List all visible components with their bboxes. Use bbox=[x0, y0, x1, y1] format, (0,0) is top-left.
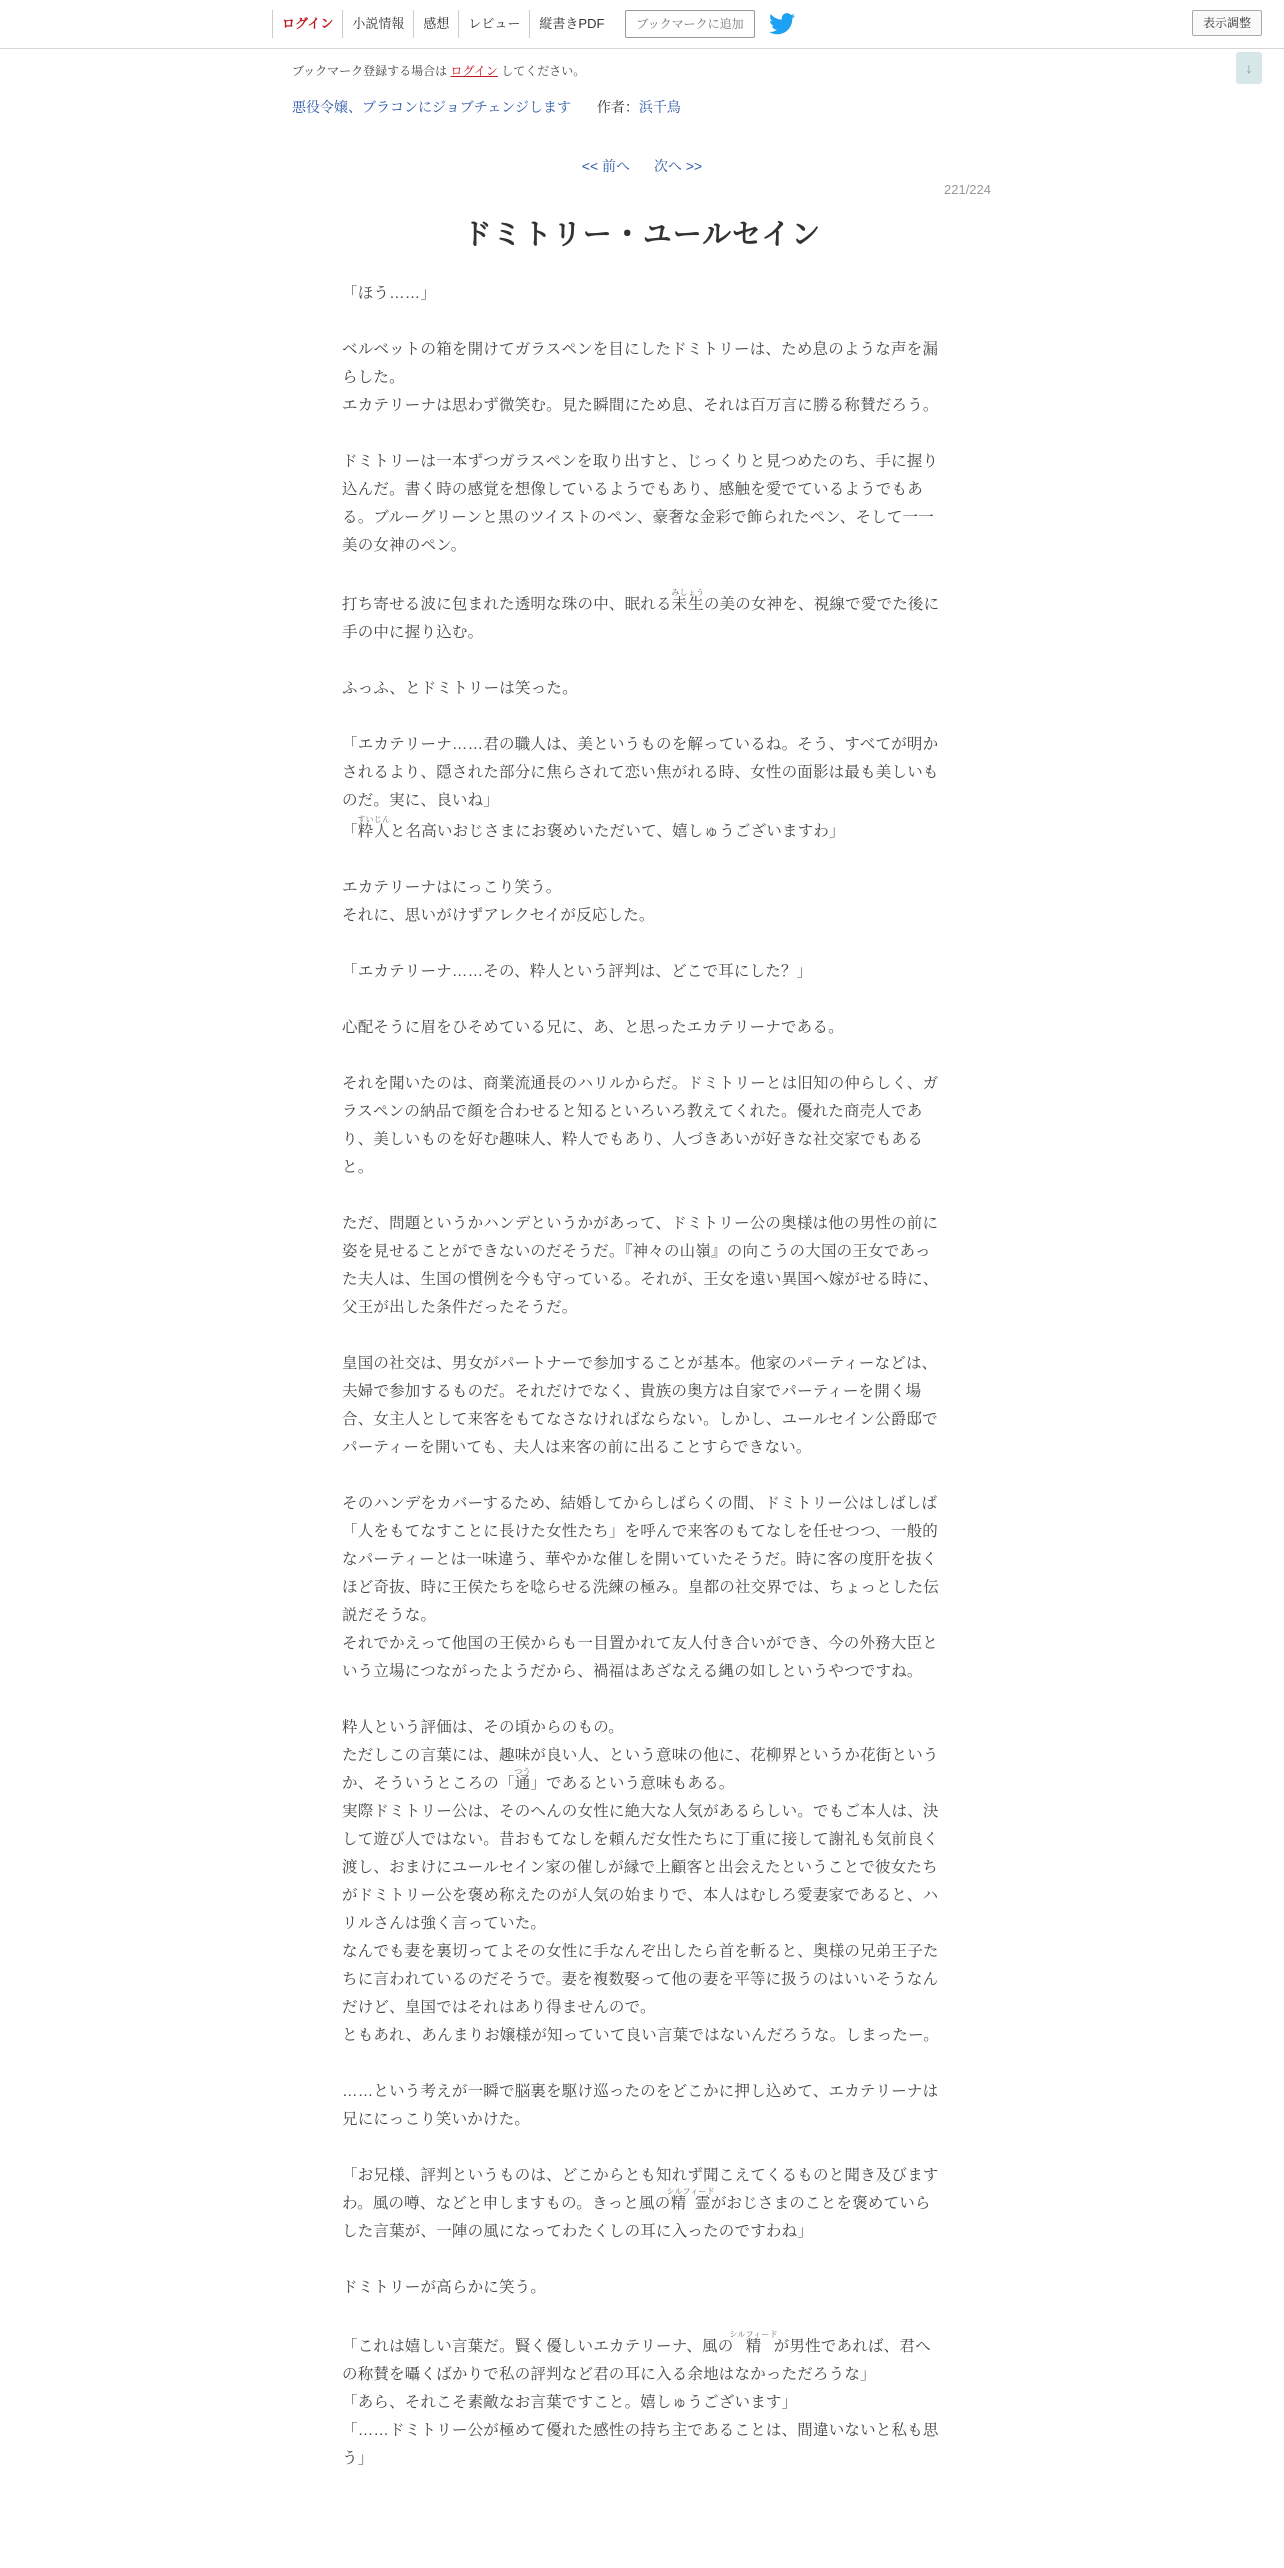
body-paragraph: ドミトリーは一本ずつガラスペンを取り出すと、じっくりと見つめたのち、手に握り込んだ。書く時の感覚を想像しているようでもあり、感触を愛でているようでもある。ブルーグリーンと黒のツイストのペン、豪奢な金彩で飾られたペン、そして一一美の女神のペン。 bbox=[342, 453, 939, 554]
chapter-pager bbox=[0, 156, 1284, 176]
bookmark-login-link[interactable]: ログイン bbox=[450, 64, 498, 78]
blank-line bbox=[342, 930, 940, 958]
blank-line bbox=[342, 2302, 940, 2330]
ruby-annotation: 精シルフィード bbox=[729, 2330, 778, 2355]
body-paragraph: 「エカテリーナ……その、粋人という評判は、どこで耳にした？」 bbox=[342, 963, 813, 980]
next-chapter-link[interactable]: 次へ >> bbox=[653, 158, 703, 174]
body-paragraph: エカテリーナはにっこり笑う。 bbox=[342, 879, 562, 896]
author-label: 作者： bbox=[596, 99, 639, 115]
novel-info bbox=[292, 97, 681, 117]
blank-line bbox=[342, 308, 940, 336]
add-bookmark-button[interactable]: ブックマークに追加 bbox=[625, 10, 754, 38]
body-paragraph: なんでも妻を裏切ってよその女性に手なんぞ出したら首を斬ると、奥様の兄弟王子たちに言われているのだそうで。妻を複数娶って他の妻を平等に扱うのはいいそうなんだけど、皇国ではそれはあり得ませんので。 bbox=[342, 1943, 939, 2016]
body-paragraph: ふっふ、とドミトリーは笑った。 bbox=[342, 680, 578, 697]
blank-line bbox=[342, 1462, 940, 1490]
body-paragraph: それに、思いがけずアレクセイが反応した。 bbox=[342, 907, 655, 924]
blank-line bbox=[342, 2246, 940, 2274]
body-paragraph: 「お兄様、評判というものは、どこからとも知れず聞こえてくるものと聞き及びますわ。風の噂、などと申しますもの。きっと風の精霊シルフィードがおじさまのことを褒めていらした言葉が、一陣の風になってわたくしの耳に入ったのですわね」 bbox=[342, 2167, 939, 2240]
twitter-icon[interactable] bbox=[769, 13, 795, 35]
review-link[interactable]: レビュー bbox=[458, 10, 529, 38]
novel-info-link[interactable]: 小説情報 bbox=[342, 10, 413, 38]
ruby-annotation: 精霊シルフィード bbox=[666, 2187, 715, 2212]
vertical-pdf-link[interactable]: 縦書きPDF bbox=[529, 10, 613, 38]
body-paragraph: それを聞いたのは、商業流通長のハリルからだ。ドミトリーとは旧知の仲らしく、ガラスペンの納品で顔を合わせると知るといろいろ教えてくれた。優れた商売人であり、美しいものを好む趣味人、粋人でもあり、人づきあいが好きな社交家でもあると。 bbox=[342, 1075, 939, 1176]
body-paragraph: 「……ドミトリー公が極めて優れた感性の持ち主であることは、間違いないと私も思う」 bbox=[342, 2422, 939, 2467]
body-paragraph: ドミトリーが高らかに笑う。 bbox=[342, 2279, 547, 2296]
body-paragraph: ただしこの言葉には、趣味が良い人、という意味の他に、花柳界というか花街というか、そういうところの「通つう」であるという意味もある。 bbox=[342, 1747, 939, 1792]
body-paragraph: 心配そうに眉をひそめている兄に、あ、と思ったエカテリーナである。 bbox=[342, 1019, 844, 1036]
chapter-title: ドミトリー・ユールセイン bbox=[462, 219, 822, 251]
bookmark-notice-before: ブックマーク登録する場合は bbox=[292, 64, 448, 78]
body-paragraph: 皇国の社交は、男女がパートナーで参加することが基本。他家のパーティーなどは、夫婦で参加するものだ。それだけでなく、貴族の奥方は自家でパーティーを開く場合、女主人として来客をもてなさなければならない。しかし、ユールセイン公爵邸でパーティーを開いても、夫人は来客の前に出ることすらできない。 bbox=[342, 1355, 938, 1456]
body-paragraph: 「粋人すいじんと名高いおじさまにお褒めいただいて、嬉しゅうございますわ」 bbox=[342, 815, 845, 840]
body-paragraph: 打ち寄せる波に包まれた透明な珠の中、眠れる未生みしょうの美の女神を、視線で愛でた後に手の中に握り込む。 bbox=[342, 588, 940, 641]
chapter-body bbox=[342, 280, 940, 2473]
blank-line bbox=[342, 2050, 940, 2078]
blank-line bbox=[342, 1686, 940, 1714]
blank-line bbox=[342, 986, 940, 1014]
blank-line bbox=[342, 647, 940, 675]
author-link[interactable]: 浜千鳥 bbox=[638, 99, 681, 115]
body-paragraph: 「これは嬉しい言葉だ。賢く優しいエカテリーナ、風の精シルフィードが男性であれば、君への称賛を囁くばかりで私の評判など君の耳に入る余地はなかっただろうな」 bbox=[342, 2330, 931, 2383]
blank-line bbox=[342, 2134, 940, 2162]
ruby-annotation: 通つう bbox=[514, 1767, 531, 1792]
prev-chapter-link[interactable]: << 前へ bbox=[581, 158, 631, 174]
blank-line bbox=[342, 420, 940, 448]
bookmark-notice-after: してください。 bbox=[501, 64, 586, 78]
top-navigation-bar bbox=[0, 0, 1284, 49]
body-paragraph: 「エカテリーナ……君の職人は、美というものを解っているね。そう、すべてが明かされるより、隠された部分に焦らされて恋い焦がれる時、女性の面影は最も美しいものだ。実に、良いね」 bbox=[342, 736, 939, 809]
body-paragraph: ベルベットの箱を開けてガラスペンを目にしたドミトリーは、ため息のような声を漏らした。 bbox=[342, 341, 939, 386]
body-paragraph: ともあれ、あんまりお嬢様が知っていて良い言葉ではないんだろうな。しまったー。 bbox=[342, 2027, 939, 2044]
ruby-annotation: 粋人すいじん bbox=[357, 815, 391, 840]
bookmark-notice bbox=[292, 62, 585, 79]
body-paragraph: エカテリーナは思わず微笑む。見た瞬間にため息、それは百万言に勝る称賛だろう。 bbox=[342, 397, 939, 414]
blank-line bbox=[342, 1322, 940, 1350]
header-nav bbox=[272, 0, 795, 48]
login-link[interactable]: ログイン bbox=[272, 10, 342, 38]
body-paragraph: 「あら、それこそ素敵なお言葉ですこと。嬉しゅうございます」 bbox=[342, 2394, 798, 2411]
ruby-annotation: 未生みしょう bbox=[671, 588, 705, 613]
blank-line bbox=[342, 1182, 940, 1210]
blank-line bbox=[342, 1042, 940, 1070]
page-counter: 221/224 bbox=[944, 182, 991, 197]
body-paragraph: それでかえって他国の王侯からも一目置かれて友人付き合いができ、今の外務大臣という立場につながったようだから、禍福はあざなえる縄の如しというやつですね。 bbox=[342, 1635, 938, 1680]
body-paragraph: そのハンデをカバーするため、結婚してからしばらくの間、ドミトリー公はしばしば「人をもてなすことに長けた女性たち」を呼んで来客のもてなしを任せつつ、一般的なパーティーとは一味違う、華やかな催しを開いていたそうだ。時に客の度肝を抜くほど奇抜、時に王侯たちを唸らせる洗練の極み。皇都の社交界では、ちょっとした伝説だそうな。 bbox=[342, 1495, 940, 1624]
scroll-down-icon[interactable]: ↓ bbox=[1236, 52, 1262, 84]
body-paragraph: ……という考えが一瞬で脳裏を駆け巡ったのをどこかに押し込めて、エカテリーナは兄ににっこり笑いかけた。 bbox=[342, 2083, 939, 2128]
novel-title-link[interactable]: 悪役令嬢、ブラコンにジョブチェンジします bbox=[292, 99, 571, 115]
blank-line bbox=[342, 703, 940, 731]
impressions-link[interactable]: 感想 bbox=[413, 10, 458, 38]
body-paragraph: 「ほう……」 bbox=[342, 285, 437, 302]
body-paragraph: 粋人という評価は、その頃からのもの。 bbox=[342, 1719, 624, 1736]
blank-line bbox=[342, 560, 940, 588]
blank-line bbox=[342, 846, 940, 874]
body-paragraph: 実際ドミトリー公は、そのへんの女性に絶大な人気があるらしい。でもご本人は、決して遊び人ではない。昔おもてなしを頼んだ女性たちに丁重に接して謝礼も気前良く渡し、おまけにユールセイン家の催しが縁で上顧客と出会えたということで彼女たちがドミトリー公を褒め称えたのが人気の始まりで、本人はむしろ愛妻家であると、ハリルさんは強く言っていた。 bbox=[342, 1803, 939, 1932]
body-paragraph: ただ、問題というかハンデというかがあって、ドミトリー公の奥様は他の男性の前に姿を見せることができないのだそうだ。『神々の山嶺』の向こうの大国の王女であった夫人は、生国の慣例を今も守っている。それが、王女を遠い異国へ嫁がせる時に、父王が出した条件だったそうだ。 bbox=[342, 1215, 939, 1316]
display-settings-button[interactable]: 表示調整 bbox=[1192, 10, 1262, 36]
